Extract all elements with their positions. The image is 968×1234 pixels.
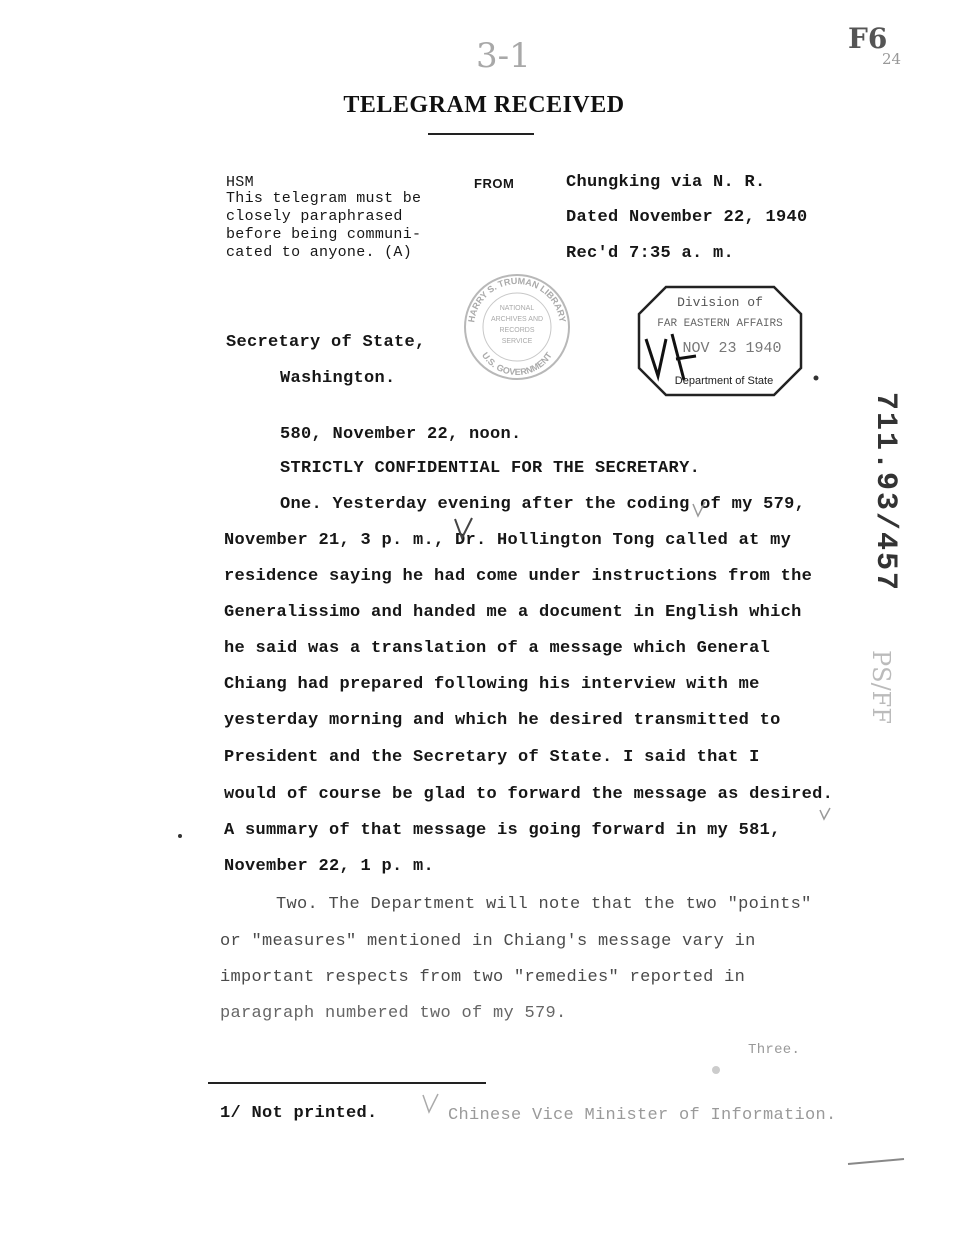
para1-line: Generalissimo and handed me a document in English which [224, 603, 802, 622]
title-underline [428, 133, 534, 135]
para1-line: One. Yesterday evening after the coding of my 579, [280, 495, 806, 514]
notice-line: cated to anyone. (A) [226, 244, 413, 261]
division-stamp-line1: Division of [677, 295, 763, 310]
document-title: TELEGRAM RECEIVED [343, 92, 625, 118]
checkmark-icon [690, 500, 708, 520]
para2-line: important respects from two "remedies" reported in [220, 968, 746, 987]
stray-dot [710, 1064, 722, 1076]
handwritten-corner-sub: 24 [882, 50, 902, 68]
division-stamp [636, 284, 804, 398]
stamp-arc-top: HARRY S. TRUMAN LIBRARY [466, 275, 568, 324]
para1-line: November 21, 3 p. m., Dr. Hollington Tong called at my [224, 531, 792, 550]
footnote-marker-icon [420, 1092, 442, 1116]
addressee-line1: Secretary of State, [226, 333, 426, 352]
handwritten-side-note: PS/FF [867, 650, 895, 724]
division-stamp-date: NOV 23 1940 [682, 340, 782, 357]
stamp-line: NATIONAL [499, 305, 535, 312]
notice-line: This telegram must be [226, 190, 422, 207]
checkmark-icon [452, 516, 476, 542]
para1-line: yesterday morning and which he desired transmitted to [224, 711, 781, 730]
stamp-line: SERVICE [501, 338, 533, 345]
continuation-marker: Three. [748, 1042, 801, 1058]
stray-dot [812, 374, 820, 382]
para2-line: or "measures" mentioned in Chiang's message vary in [220, 932, 756, 951]
handwritten-corner-number: F6 [848, 22, 888, 55]
stray-pen-stroke [846, 1156, 906, 1168]
message-reference: 580, November 22, noon. [280, 425, 522, 444]
para2-line: Two. The Department will note that the two "points" [276, 895, 812, 914]
para2-line: paragraph numbered two of my 579. [220, 1004, 567, 1023]
para1-line: he said was a translation of a message which General [224, 639, 771, 658]
notice-line: before being communi- [226, 226, 422, 243]
from-value: Chungking via N. R. [566, 173, 766, 192]
message-classification: STRICTLY CONFIDENTIAL FOR THE SECRETARY. [280, 459, 701, 478]
addressee-line2: Washington. [280, 369, 396, 388]
handwritten-page-number: 3-1 [476, 36, 531, 76]
para1-line: A summary of that message is going forward in my 581, [224, 821, 781, 840]
stray-dot [176, 832, 184, 840]
library-stamp [462, 272, 572, 382]
file-number-stamp: 711.93/457 [868, 392, 902, 593]
para1-line: would of course be glad to forward the message as desired. [224, 785, 834, 804]
footnote-rule [208, 1082, 486, 1084]
received-line: Rec'd 7:35 a. m. [566, 244, 735, 263]
footnote-1: 1/ Not printed. [220, 1104, 378, 1123]
division-stamp-line2: FAR EASTERN AFFAIRS [657, 318, 783, 330]
division-stamp-footer: Department of State [674, 375, 774, 387]
para1-line: residence saying he had come under instructions from the [224, 567, 813, 586]
para1-line: Chiang had prepared following his interview with me [224, 675, 760, 694]
para1-line: November 22, 1 p. m. [224, 857, 435, 876]
notice-line: closely paraphrased [226, 208, 403, 225]
stamp-line: ARCHIVES AND [490, 316, 544, 323]
operator-code: HSM [226, 174, 254, 191]
stamp-arc-bottom: U.S. GOVERNMENT [480, 350, 554, 378]
dated-line: Dated November 22, 1940 [566, 208, 808, 227]
stamp-line: RECORDS [499, 327, 535, 334]
footnote-2: Chinese Vice Minister of Information. [448, 1106, 837, 1125]
para1-line: President and the Secretary of State. I said that I [224, 748, 760, 767]
checkmark-icon [818, 806, 832, 822]
from-label: FROM [474, 176, 515, 191]
